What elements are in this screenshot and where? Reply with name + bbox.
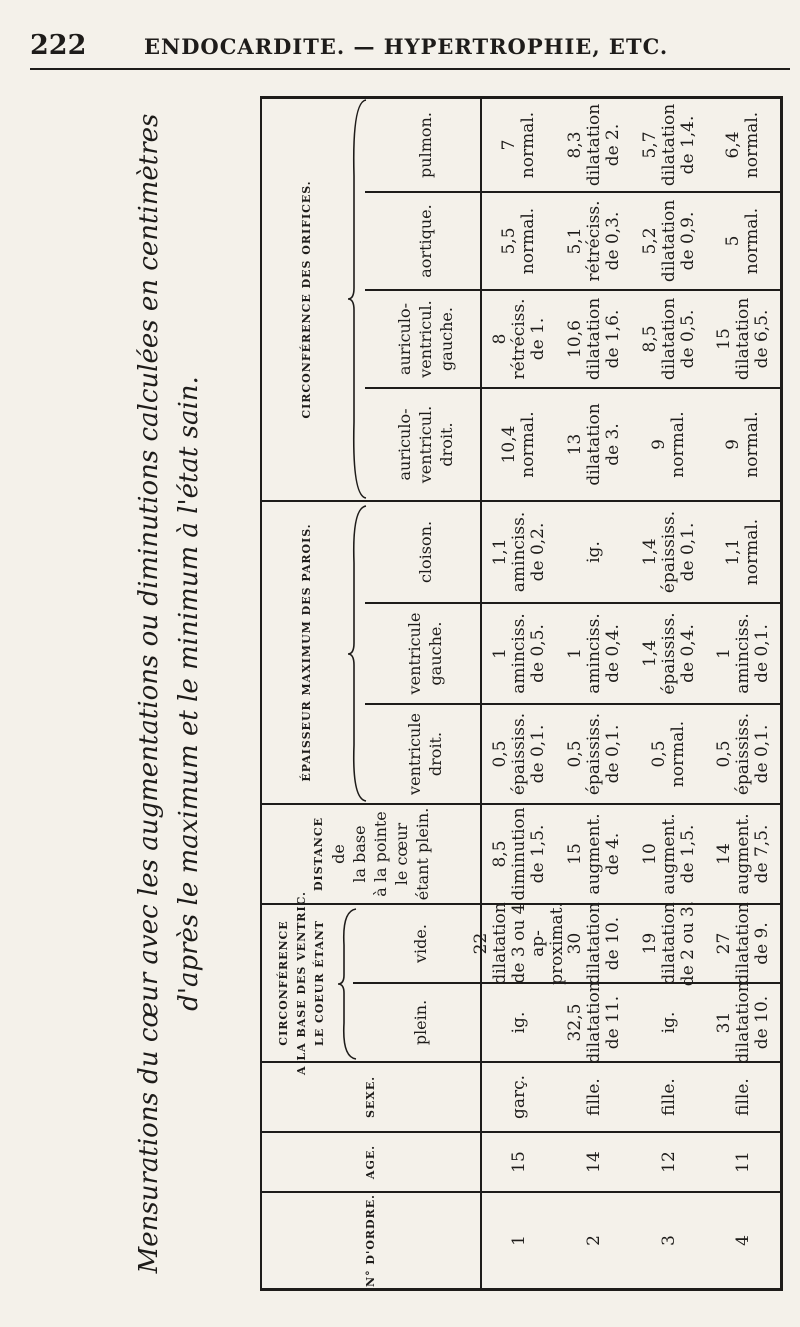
cell-aortique: 5 normal. (723, 207, 762, 275)
cell-aug: 15 dilatation de 6,5. (713, 297, 772, 381)
cell-pulmon: 5,7 dilatation de 1,4. (639, 103, 698, 187)
running-head (0, 26, 800, 66)
rotated-table (128, 96, 784, 1291)
header-auriculo-gauche: auriculo- ventricul. gauche. (394, 300, 456, 378)
cell-aud: 13 dilatation de 3. (564, 403, 623, 486)
cell-pulmon: 7 normal. (499, 111, 538, 179)
header-plein: plein. (410, 999, 430, 1046)
cell-vg: 1 aminciss. de 0,4. (564, 613, 623, 694)
cell-distance: 15 augment. de 4. (564, 813, 623, 895)
cell-aug: 8,5 dilatation de 0,5. (639, 297, 698, 381)
cell-age: 11 (732, 1151, 753, 1173)
cell-vd: 0,5 épaississ. de 0,1. (489, 712, 548, 796)
cell-cloison: 1,1 normal. (723, 518, 762, 586)
cell-plein: 32,5 dilatation de 11. (564, 981, 623, 1064)
cell-cloison: 1,1 aminciss. de 0,2. (489, 511, 548, 593)
cell-distance: 8,5 diminution de 1,5. (489, 807, 548, 901)
cell-vg: 1 aminciss. de 0,1. (713, 613, 772, 694)
header-ventricule-gauche: ventricule gauche. (405, 612, 445, 695)
header-age: AGE. (364, 1144, 377, 1180)
cell-aud: 10,4 normal. (499, 411, 538, 478)
table-caption (128, 96, 258, 1291)
cell-vide: 19 dilatation de 2 ou 3. (639, 900, 698, 987)
cell-pulmon: 8,3 dilatation de 2. (564, 103, 623, 187)
cell-ordre: 3 (658, 1235, 679, 1246)
brace-circonference (338, 905, 360, 1063)
cell-plein: 31 dilatation de 10. (713, 981, 772, 1064)
cell-distance: 14 augment. de 7,5. (713, 813, 772, 895)
cell-ordre: 4 (732, 1235, 753, 1246)
header-orifices: CIRCONFÉRENCE DES ORIFICES. (300, 180, 313, 419)
cell-sexe: garç. (508, 1074, 529, 1120)
cell-cloison: 1,4 épaississ. de 0,1. (639, 510, 698, 594)
cell-plein: ig. (658, 1011, 679, 1034)
cell-ordre: 2 (583, 1235, 604, 1246)
cell-aortique: 5,5 normal. (499, 207, 538, 275)
cell-age: 14 (583, 1151, 604, 1173)
header-ordre: N° D'ORDRE. (364, 1194, 377, 1287)
cell-vg: 1,4 épaississ. de 0,4. (639, 612, 698, 695)
cell-pulmon: 6,4 normal. (723, 111, 762, 179)
page-number: 222 (30, 30, 87, 61)
header-vide: vide. (410, 924, 430, 963)
caption-line-2: d'après le maximum et le minimum à l'état sain. (174, 376, 204, 1011)
header-ventricule-droit: ventricule droit. (405, 713, 445, 795)
header-distance: DISTANCE de la base à la pointe le cœur étant plein. (311, 807, 432, 901)
cell-vide: 30 dilatation de 10. (564, 902, 623, 985)
head-rule (30, 68, 790, 70)
cell-ordre: 1 (508, 1235, 529, 1246)
cell-sexe: fille. (583, 1078, 604, 1116)
cell-vide: 22 dilatation de 3 ou 4 ap- proximat. (470, 902, 567, 985)
cell-vd: 0,5 normal. (649, 720, 688, 788)
header-auriculo-droit: auriculo- ventricul. droit. (394, 405, 456, 484)
header-sexe: SEXE. (364, 1075, 377, 1119)
running-title: ENDOCARDITE. — HYPERTROPHIE, ETC. (144, 34, 669, 59)
cell-aug: 8 rétréciss. de 1. (489, 298, 548, 380)
caption-line-1: Mensurations du cœur avec les augmentations ou diminutions calculées en centimètres (134, 113, 164, 1274)
cell-aortique: 5,2 dilatation de 0,9. (639, 199, 698, 283)
frame-bottom (780, 96, 783, 1291)
cell-age: 15 (508, 1151, 529, 1173)
cell-plein: ig. (508, 1011, 529, 1034)
header-epaisseur: ÉPAISSEUR MAXIMUM DES PAROIS. (300, 523, 313, 782)
header-aortique: aortique. (415, 204, 435, 278)
header-circonference-base: CIRCONFÉRENCE A LA BASE DES VENTRIC. LE COEUR ÉTANT (277, 891, 326, 1075)
cell-vg: 1 aminciss. de 0,5. (489, 613, 548, 694)
frame-left (260, 1288, 783, 1291)
cell-aud: 9 normal. (649, 411, 688, 478)
header-cloison: cloison. (415, 520, 435, 584)
cell-vide: 27 dilatation de 9. (713, 902, 772, 985)
cell-vd: 0,5 épaississ. de 0,1. (564, 712, 623, 796)
cell-sexe: fille. (732, 1078, 753, 1116)
brace-orifices (348, 96, 370, 502)
cell-aud: 9 normal. (723, 411, 762, 478)
cell-age: 12 (658, 1151, 679, 1173)
cell-sexe: fille. (658, 1078, 679, 1116)
brace-epaisseur (348, 502, 370, 805)
cell-aug: 10,6 dilatation de 1,6. (564, 297, 623, 381)
cell-aortique: 5,1 rétréciss. de 0,3. (564, 200, 623, 282)
cell-distance: 10 augment. de 1,5. (639, 813, 698, 895)
cell-vd: 0,5 épaississ. de 0,1. (713, 712, 772, 796)
header-pulmon: pulmon. (415, 112, 435, 178)
cell-cloison: ig. (583, 541, 604, 563)
